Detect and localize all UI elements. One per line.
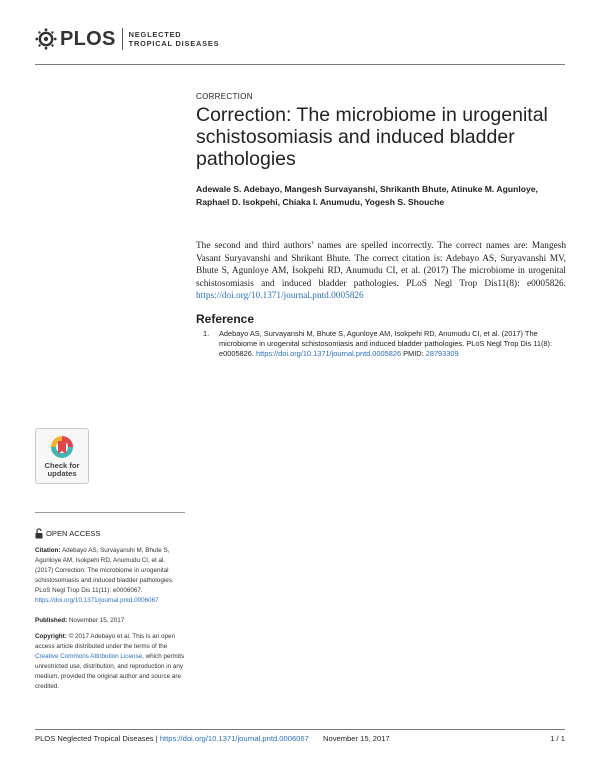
journal-name — [129, 30, 220, 48]
page-footer — [35, 734, 565, 743]
plos-logo[interactable] — [35, 26, 219, 52]
reference-text: Adebayo AS, Survayanshi M, Bhute S, Agunloye AM, Isokpehi RD, Anumudu CI, et al. (2017) The microbiome in urogenital schistosomiasis and induced bladder pathologies. PLoS Negl Trop Dis 11(8): e0005826. — [219, 329, 553, 359]
copyright-text: © 2017 Adebayo et al. This is an open access article distributed under the terms of the — [35, 633, 175, 650]
article-doi-link[interactable]: https://doi.org/10.1371/journal.pntd.0005826 — [196, 291, 364, 302]
published-date: November 15, 2017 — [68, 617, 125, 624]
footer-journal: PLOS Neglected Tropical Diseases — [35, 734, 154, 743]
check-for-updates-badge[interactable] — [35, 428, 89, 484]
header-divider — [35, 64, 565, 65]
open-lock-icon — [35, 528, 43, 539]
reference-pmid-label: PMID: — [403, 349, 424, 359]
copyright-text-continued: , which permits unrestricted use, distribution, and reproduction in any medium, provided the original author and source are credited. — [35, 653, 185, 690]
correction-body — [196, 240, 566, 303]
footer-divider — [35, 729, 565, 730]
published-block — [35, 616, 185, 626]
citation-text: Adebayo AS, Survayanshi M, Bhute S, Agunloye AM, Isokpehi RD, Anumudu CI, et al. (2017) Correction: The microbiome in urogenital schistosomiasis and induced bladder pathologies. PLoS Negl Trop Dis 11(11): e0006067. — [35, 547, 174, 594]
reference-number: 1. — [203, 329, 210, 338]
open-access-label: OPEN ACCESS — [46, 529, 101, 538]
correction-text: The second and third authors’ names are spelled incorrectly. The correct names are: Mangesh Vasant Suryavanshi and Shrikant Bhute. The correct citation is: Adebayo AS, Suryavanshi MV, Bhute S, Agunloye AM, Isokpehi RD, Anumudu CI, et al. (2017) The microbiome in urogenital schistosomiasis and induced bladder pathologies. PLoS Negl Trop Dis11(8): e0005826. — [196, 241, 566, 289]
author-list: Adewale S. Adebayo, Mangesh Survayanshi, Shrikanth Bhute, Atinuke M. Agunloye, Raphael D. Isokpehi, Chiaka I. Anumudu, Yogesh S. Shouche — [196, 184, 538, 207]
reference-pmid-link[interactable]: 28793309 — [425, 349, 459, 359]
open-access-badge — [35, 528, 100, 539]
crossmark-icon — [49, 434, 75, 460]
footer-separator: | — [153, 734, 160, 743]
references-heading: Reference — [196, 312, 255, 326]
plos-logo-mark-icon — [35, 28, 57, 50]
license-link[interactable]: Creative Commons Attribution License — [35, 653, 143, 660]
journal-name-line1: NEGLECTED — [128, 30, 182, 39]
journal-name-line2: TROPICAL DISEASES — [128, 39, 220, 48]
article-title: Correction: The microbiome in urogenital schistosomiasis and induced bladder pathologies — [196, 104, 548, 170]
page-number: 1 / 1 — [550, 734, 565, 743]
crossmark-line1: Check for — [44, 461, 80, 470]
published-label: Published: — [35, 617, 68, 624]
copyright-label: Copyright: — [35, 633, 67, 640]
citation-block — [35, 546, 185, 606]
reference-doi-link[interactable]: https://doi.org/10.1371/journal.pntd.0005826 — [256, 349, 402, 359]
sidebar-divider — [35, 512, 185, 513]
logo-wordmark: PLOS — [60, 27, 116, 50]
copyright-block — [35, 632, 185, 692]
article-type: CORRECTION — [196, 92, 253, 101]
footer-date: November 15, 2017 — [322, 734, 390, 743]
citation-label: Citation: — [35, 547, 61, 554]
citation-doi-link[interactable]: https://doi.org/10.1371/journal.pntd.0006067 — [35, 597, 159, 604]
footer-doi-link[interactable]: https://doi.org/10.1371/journal.pntd.0006067 — [159, 734, 309, 743]
logo-divider — [122, 28, 123, 50]
reference-item — [219, 329, 564, 360]
crossmark-line2: updates — [47, 469, 77, 479]
